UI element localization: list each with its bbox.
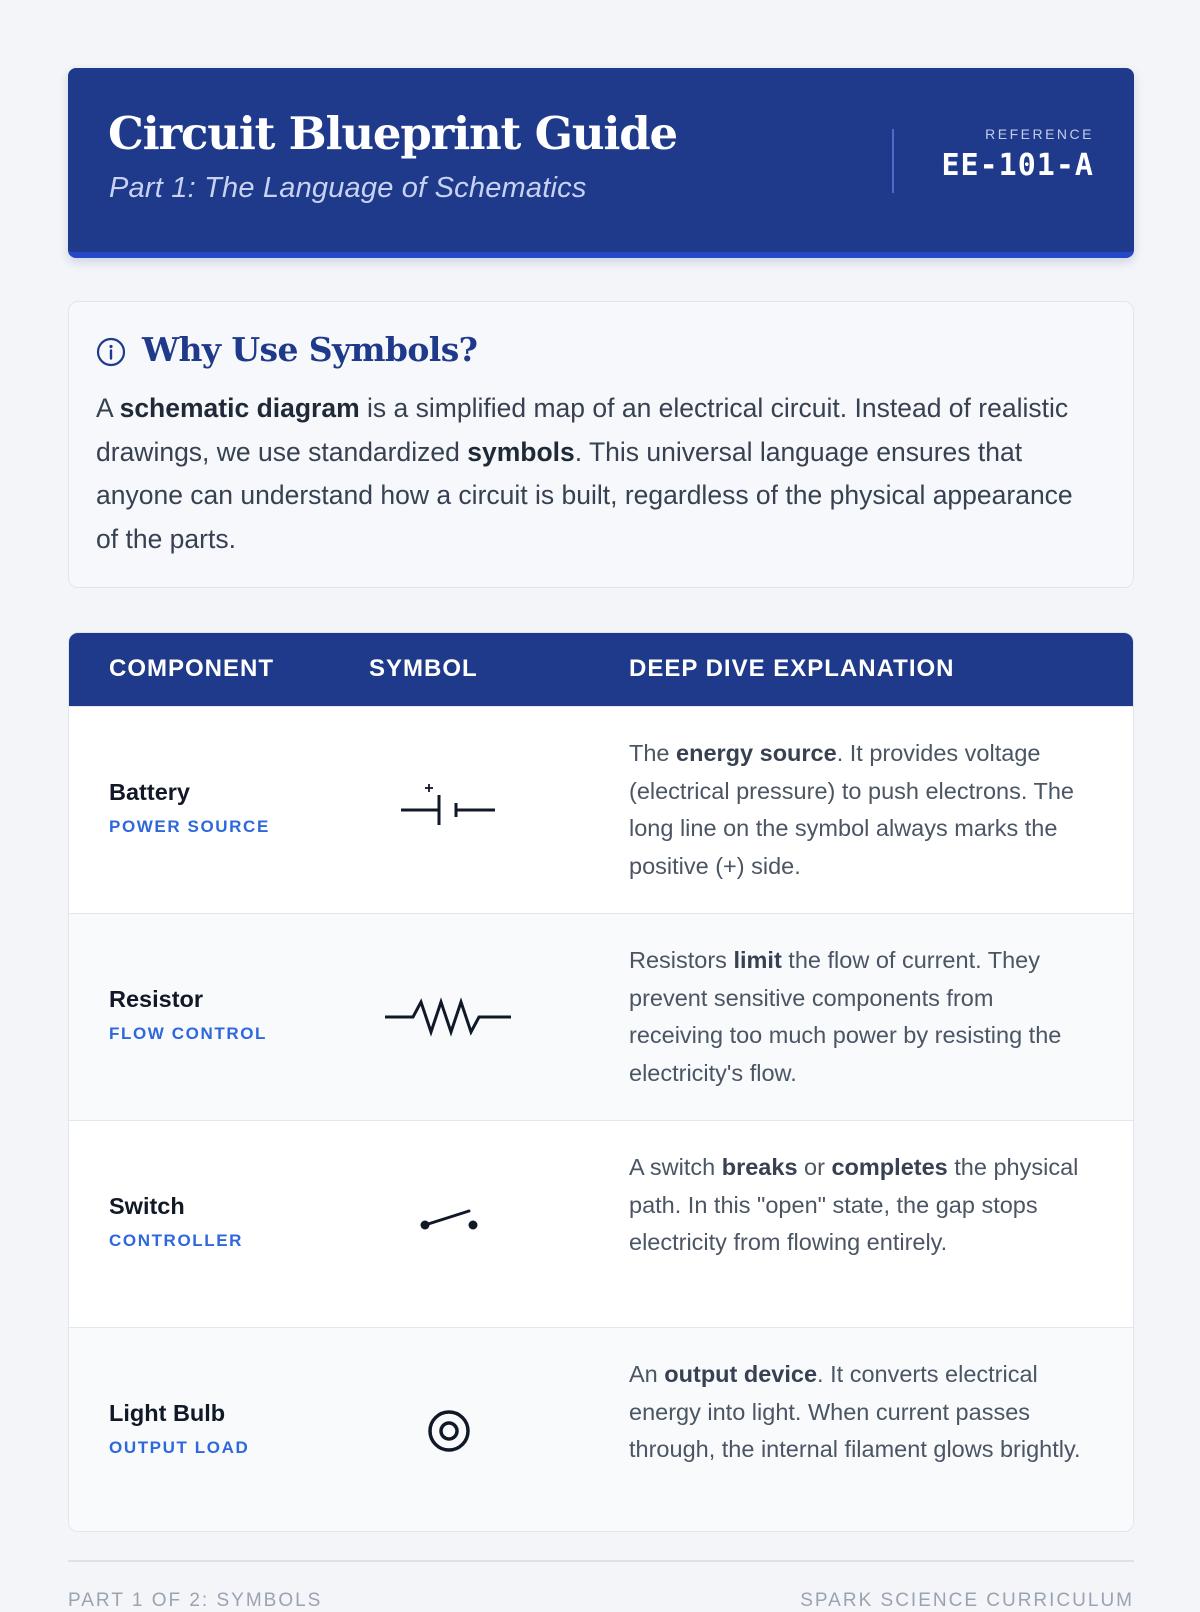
column-header-explanation: DEEP DIVE EXPLANATION [629,655,955,682]
page-subtitle: Part 1: The Language of Schematics [109,172,587,204]
intro-body: A schematic diagram is a simplified map of an electrical circuit. Instead of realistic drawings, we use standardized symbols. This universal language ensures that anyone can understand how a circuit is built, regardless of the physical appearance of the parts. [96,393,1073,554]
table-row [69,913,1133,1120]
battery-symbol-icon [369,707,529,914]
table-row [69,706,1133,913]
footer-curriculum-label: SPARK SCIENCE CURRICULUM [800,1590,1134,1611]
intro-title: Why Use Symbols? [142,330,478,369]
footer-divider [68,1560,1134,1562]
reference-code: EE-101-A [941,148,1094,183]
table-row [69,1327,1133,1532]
component-name: Light Bulb [109,1400,226,1426]
component-explanation: The energy source. It provides voltage (electrical pressure) to push electrons. The long line on the symbol always marks the positive (+) side. [629,740,1074,879]
reference-label: REFERENCE [985,126,1094,142]
component-name: Switch [109,1193,185,1219]
component-explanation: An output device. It converts electrical energy into light. When current passes through, the internal filament glows brightly. [629,1361,1081,1462]
info-icon [96,337,126,367]
header-divider [892,129,894,193]
component-name: Battery [109,779,190,805]
switch-symbol-icon [369,1121,529,1328]
page-title: Circuit Blueprint Guide [108,107,677,160]
page [68,68,1134,1611]
intro-card [68,301,1134,588]
component-category: FLOW CONTROL [109,1024,268,1043]
component-explanation: Resistors limit the flow of current. They prevent sensitive components from receiving too much power by resisting the electricity's flow. [629,947,1062,1086]
component-name: Resistor [109,986,204,1012]
column-header-symbol: SYMBOL [369,655,478,682]
footer-part-label: PART 1 OF 2: SYMBOLS [68,1590,323,1611]
component-category: OUTPUT LOAD [109,1438,250,1457]
column-header-component: COMPONENT [109,655,274,682]
table-row [69,1120,1133,1327]
light-bulb-symbol-icon [369,1328,529,1532]
table-header [69,633,1133,706]
component-category: POWER SOURCE [109,817,270,836]
header-banner [68,68,1134,258]
component-category: CONTROLLER [109,1231,244,1250]
component-explanation: A switch breaks or completes the physical path. In this "open" state, the gap stops electricity from flowing entirely. [629,1154,1079,1255]
components-table [68,632,1134,1532]
resistor-symbol-icon [369,914,529,1121]
